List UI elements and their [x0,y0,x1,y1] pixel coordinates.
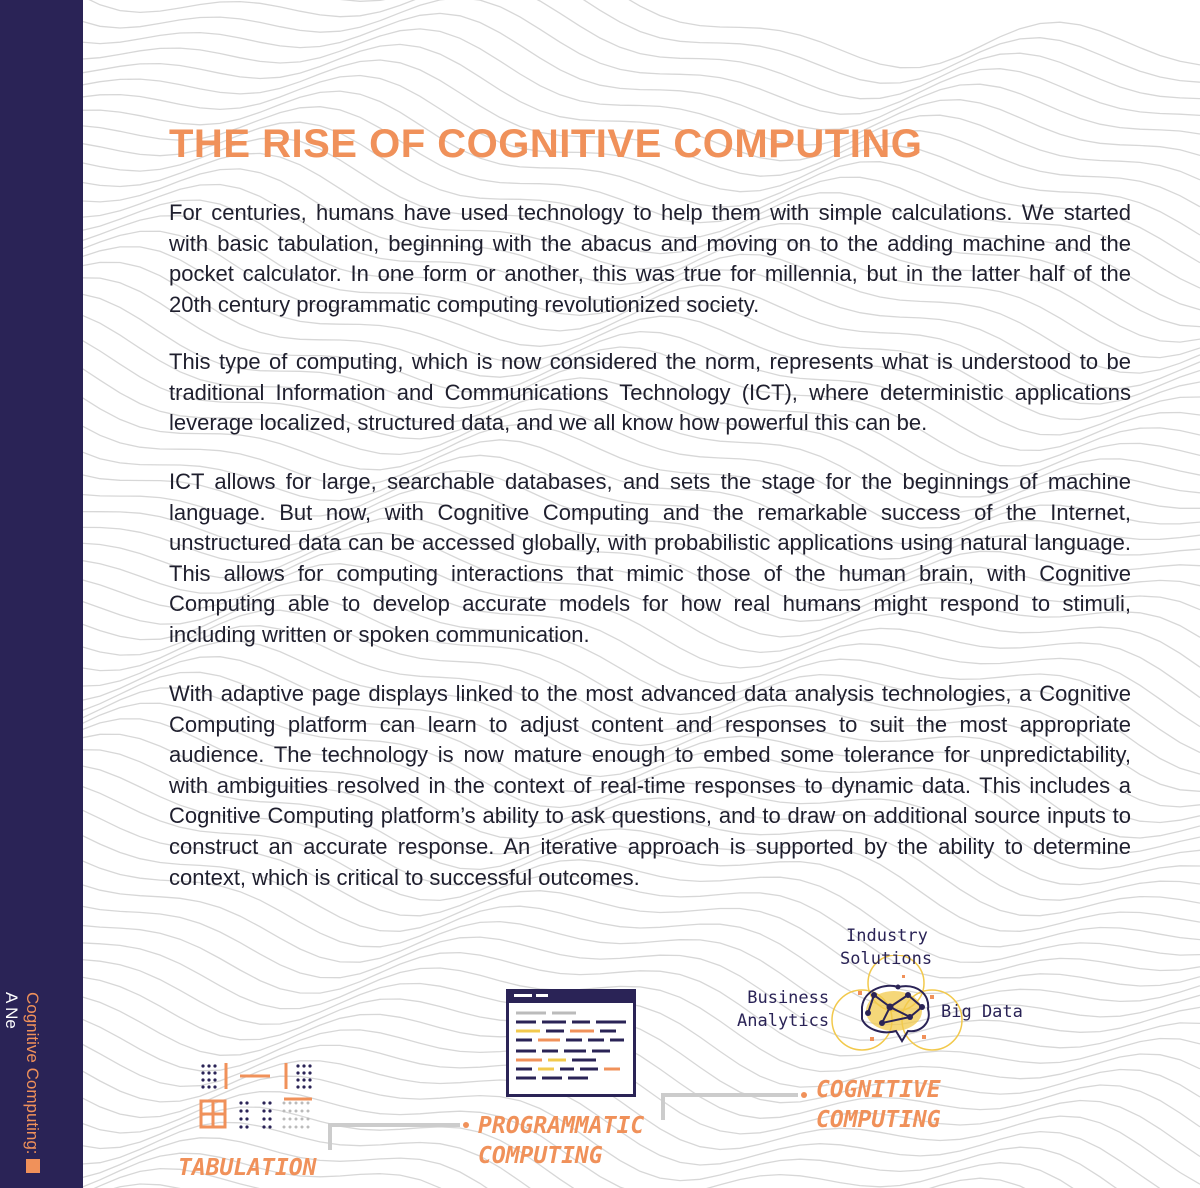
node-big-data: Big Data [941,1002,1023,1022]
stage-tabulation: TABULATION [178,1155,317,1181]
sidebar-title-line1: Cognitive Computing: [23,992,42,1155]
stage-cognitive-line2: COMPUTING [816,1107,941,1133]
node-business-line2: Analytics [737,1011,830,1031]
node-industry-solutions [840,925,933,971]
node-business-line1: Business [747,988,830,1008]
stage-programmatic-line1: PROGRAMMATIC [478,1113,645,1139]
paragraph-1: For centuries, humans have used technology to help them with simple calculations. We started with basic tabulation, beginning with the abacus and moving on to the adding machine and the pocket calculator. In one form or another, this was true for millennia, but in the latter half of the 20th century programmatic computing revolutionized society. [169,200,1131,317]
connector-tabulation-programmatic [330,1125,460,1150]
stage-cognitive-computing [816,1075,941,1135]
node-business-analytics [737,987,829,1033]
code-window-icon [506,989,636,1097]
abacus-grid-icon [198,1063,318,1133]
stage-cognitive-line1: COGNITIVE [816,1077,941,1103]
paragraph-2: This type of computing, which is now considered the norm, represents what is understood to be traditional Information and Communications Technology (ICT), where deterministic applications leverage localized, structured data, and we all know how powerful this can be. [169,349,1131,436]
node-industry-line2: Solutions [840,949,933,969]
stage-programmatic-computing [478,1111,644,1171]
connector-programmatic-cognitive [663,1095,798,1120]
paragraph-4: With adaptive page displays linked to the most advanced data analysis technologies, a Cognitive Computing platform can learn to adjust content and responses to suit the most appropriate audience. The technology is now mature enough to embed some tolerance for unpredictability, with ambiguities resolved in the context of real-time responses to dynamic data. This includes a Cognitive Computing platform’s ability to ask questions, and to draw on additional source inputs to construct an accurate response. An iterative approach is supported by the ability to determine context, which is critical to successful outcomes. [169,681,1131,890]
node-industry-line1: Industry [846,926,928,946]
paragraph-3: ICT allows for large, searchable databases, and sets the stage for the beginnings of machine language. But now, with Cognitive Computing and the remarkable success of the Internet, unstructured data can be accessed globally, with probabilistic applications using natural language. This allows for computing interactions that mimic those of the human brain, with Cognitive Computing able to develop accurate models for how real humans might respond to stimuli, including written or spoken communication. [169,469,1131,647]
stage-programmatic-line2: COMPUTING [478,1143,603,1169]
sidebar-title-line2: A Ne [2,992,21,1029]
page-title: THE RISE OF COGNITIVE COMPUTING [169,122,923,166]
